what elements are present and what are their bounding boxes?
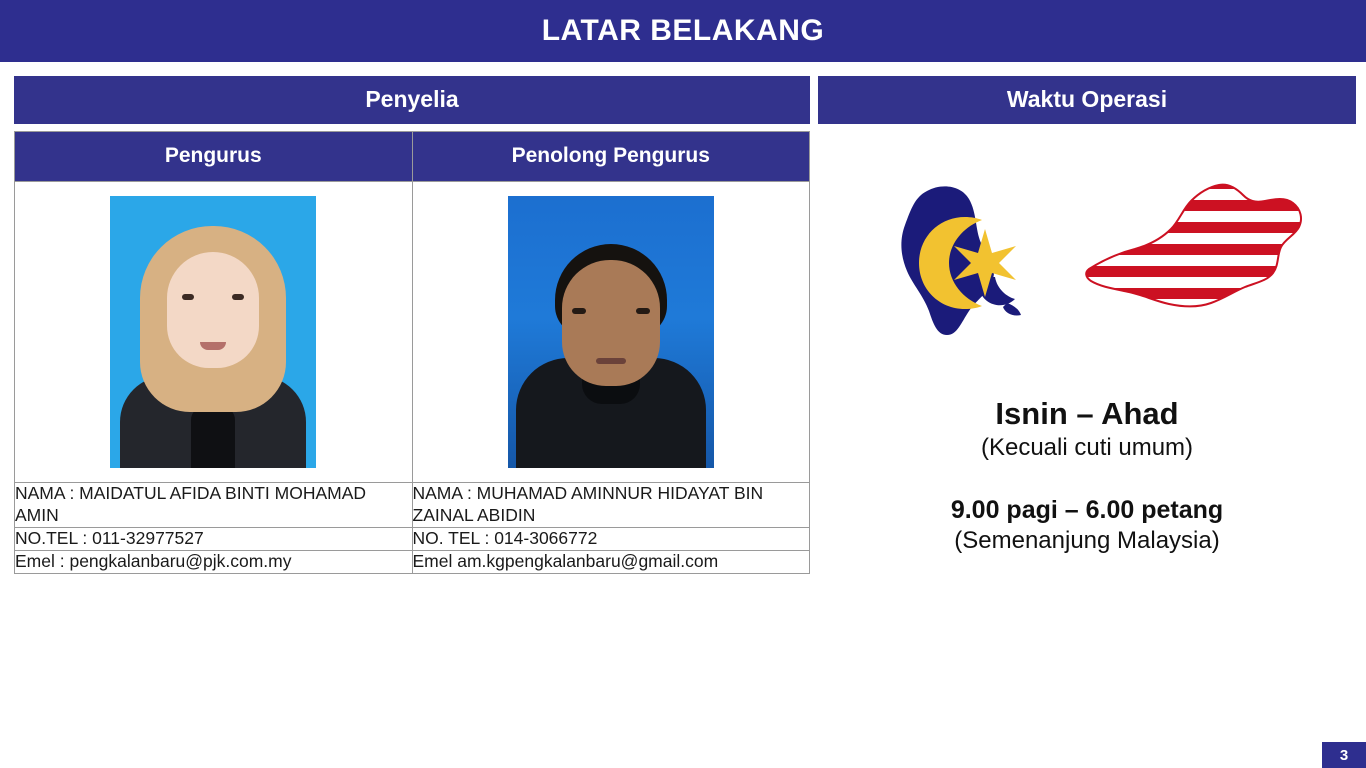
waktu-operasi-panel <box>818 76 1356 555</box>
penyelia-header: Penyelia <box>14 76 810 124</box>
penyelia-table <box>14 131 810 574</box>
operating-hours-block <box>818 396 1356 555</box>
portrait-assistant-eye-left <box>572 308 586 314</box>
manager-email: Emel : pengkalanbaru@pjk.com.my <box>15 550 413 573</box>
table-row-photos <box>15 182 810 483</box>
portrait-assistant-eye-right <box>636 308 650 314</box>
manager-name: NAMA : MAIDATUL AFIDA BINTI MOHAMAD AMIN <box>15 483 413 528</box>
page-number-badge: 3 <box>1322 742 1366 768</box>
operating-hours: 9.00 pagi – 6.00 petang <box>950 496 1224 524</box>
portrait-manager-face <box>167 252 259 368</box>
malaysia-map-flag-icon <box>818 160 1356 370</box>
portrait-assistant-manager-image <box>508 196 714 468</box>
waktu-operasi-header: Waktu Operasi <box>818 76 1356 124</box>
spacer <box>818 462 1356 496</box>
manager-phone: NO.TEL : 011-32977527 <box>15 527 413 550</box>
slide-title-bar <box>0 0 1366 62</box>
table-row-name <box>15 483 810 528</box>
table-row-email <box>15 550 810 573</box>
portrait-manager-mouth <box>200 342 226 350</box>
portrait-manager-eye-left <box>182 294 194 300</box>
assistant-manager-name: NAMA : MUHAMAD AMINNUR HIDAYAT BIN ZAINAL ABIDIN <box>412 483 810 528</box>
photo-cell-pengurus <box>15 182 413 483</box>
operating-days: Isnin – Ahad <box>995 396 1179 431</box>
portrait-assistant-face <box>562 260 660 386</box>
portrait-manager-image <box>110 196 316 468</box>
page-title: LATAR BELAKANG <box>541 14 825 47</box>
table-header-row <box>15 132 810 182</box>
assistant-manager-phone: NO. TEL : 014-3066772 <box>412 527 810 550</box>
portrait-assistant-mouth <box>596 358 626 364</box>
photo-cell-penolong-pengurus <box>412 182 810 483</box>
column-header-pengurus: Pengurus <box>15 132 413 182</box>
operating-days-note: (Kecuali cuti umum) <box>980 434 1194 461</box>
column-header-penolong-pengurus: Penolong Pengurus <box>412 132 810 182</box>
portrait-manager-eye-right <box>232 294 244 300</box>
penyelia-panel <box>14 76 810 574</box>
operating-hours-note: (Semenanjung Malaysia) <box>954 527 1220 554</box>
assistant-manager-email: Emel am.kgpengkalanbaru@gmail.com <box>412 550 810 573</box>
table-row-phone <box>15 527 810 550</box>
